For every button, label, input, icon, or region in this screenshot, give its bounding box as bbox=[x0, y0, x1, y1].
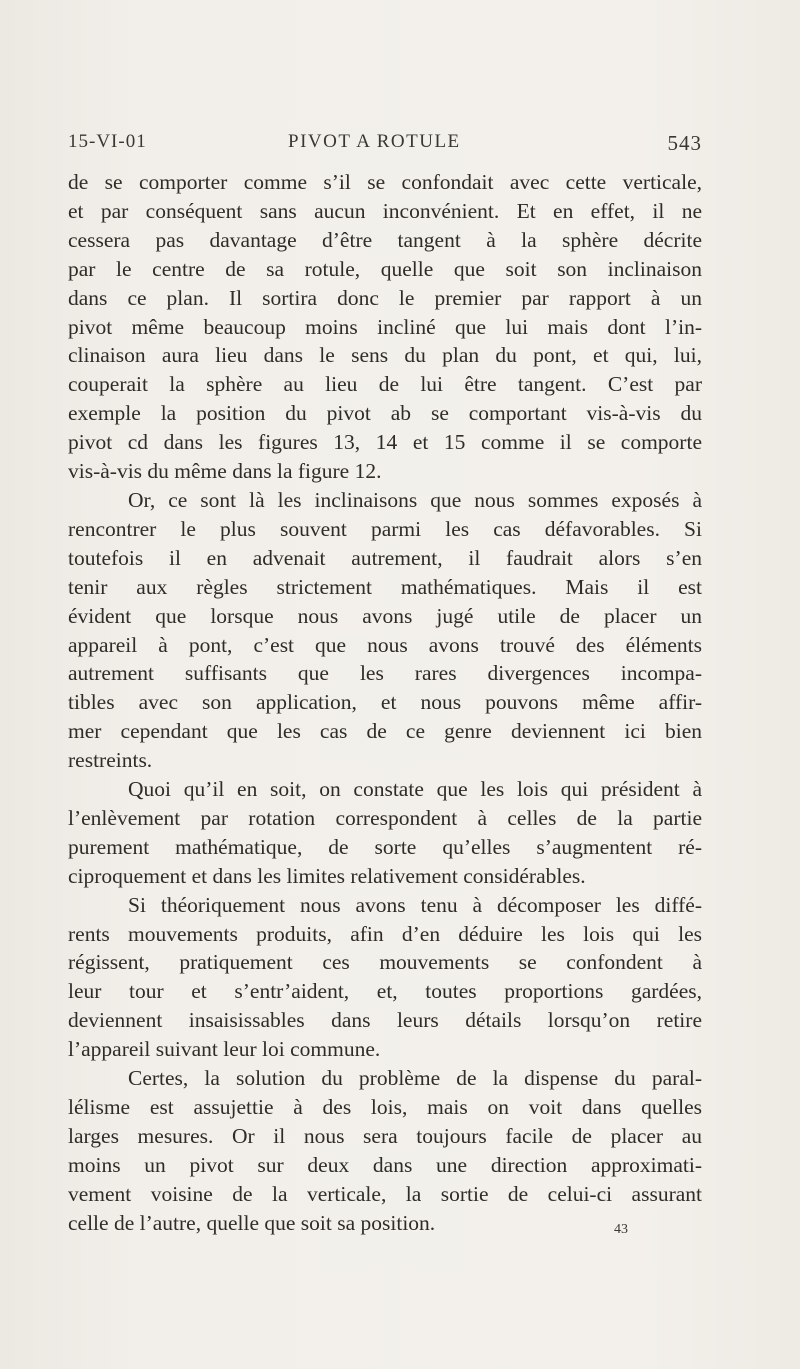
text-line: tibles avec son application, et nous pouvons même affir- bbox=[68, 690, 702, 715]
text-line: pivot même beaucoup moins incliné que lui mais dont l’in- bbox=[68, 314, 702, 339]
paragraph-2 bbox=[68, 486, 702, 775]
text-line: mer cependant que les cas de ce genre deviennent ici bien bbox=[68, 719, 702, 744]
text-line: dans ce plan. Il sortira donc le premier par rapport à un bbox=[68, 285, 702, 310]
text-line: régissent, pratiquement ces mouvements se confondent à bbox=[68, 950, 702, 975]
text-line: Or, ce sont là les inclinaisons que nous sommes exposés à bbox=[128, 487, 702, 512]
text-line: restreints. bbox=[68, 748, 153, 773]
signature-mark: 43 bbox=[614, 1222, 628, 1237]
text-line: de se comporter comme s’il se confondait avec cette verticale, bbox=[68, 170, 702, 194]
text-line: Quoi qu’il en soit, on constate que les lois qui président à bbox=[128, 777, 702, 802]
text-line: cessera pas davantage d’être tangent à la sphère décrite bbox=[68, 227, 702, 252]
paragraph-5 bbox=[68, 1064, 702, 1237]
header-title: PIVOT A ROTULE bbox=[288, 131, 461, 152]
text-line: Certes, la solution du problème de la dispense du paral- bbox=[128, 1066, 702, 1091]
page-number: 543 bbox=[667, 131, 702, 155]
paragraph-3 bbox=[68, 775, 702, 891]
text-line: autrement suffisants que les rares divergences incompa- bbox=[68, 661, 702, 686]
text-line: deviennent insaisissables dans leurs détails lorsqu’on retire bbox=[68, 1008, 702, 1033]
text-line: moins un pivot sur deux dans une direction approximati- bbox=[68, 1152, 702, 1177]
text-line: appareil à pont, c’est que nous avons trouvé des éléments bbox=[68, 632, 702, 657]
text-line: clinaison aura lieu dans le sens du plan du pont, et qui, lui, bbox=[68, 343, 702, 368]
text-line: tenir aux règles strictement mathématiques. Mais il est bbox=[68, 574, 702, 599]
text-line: pivot cd dans les figures 13, 14 et 15 comme il se comporte bbox=[68, 430, 702, 455]
text-line: rencontrer le plus souvent parmi les cas défavorables. Si bbox=[68, 516, 702, 541]
running-head bbox=[68, 131, 702, 161]
text-line: par le centre de sa rotule, quelle que soit son inclinaison bbox=[68, 256, 702, 281]
text-line: vis-à-vis du même dans la figure 12. bbox=[68, 459, 382, 484]
text-line: celle de l’autre, quelle que soit sa position. bbox=[68, 1210, 436, 1235]
text-line: rents mouvements produits, afin d’en déduire les lois qui les bbox=[68, 921, 702, 946]
text-line: ciproquement et dans les limites relativement considérables. bbox=[68, 863, 586, 888]
text-line: toutefois il en advenait autrement, il faudrait alors s’en bbox=[68, 545, 702, 570]
text-line: purement mathématique, de sorte qu’elles s’augmentent ré- bbox=[68, 834, 702, 859]
paragraph-1 bbox=[68, 168, 702, 486]
text-line: évident que lorsque nous avons jugé utile de placer un bbox=[68, 603, 702, 628]
text-line: leur tour et s’entr’aident, et, toutes proportions gardées, bbox=[68, 979, 702, 1004]
text-line: et par conséquent sans aucun inconvénient. Et en effet, il ne bbox=[68, 198, 702, 223]
text-line: exemple la position du pivot ab se comportant vis-à-vis du bbox=[68, 401, 702, 426]
text-line: l’enlèvement par rotation correspondent à celles de la partie bbox=[68, 805, 702, 830]
body-text bbox=[68, 168, 702, 1238]
text-line: couperait la sphère au lieu de lui être tangent. C’est par bbox=[68, 372, 702, 397]
text-line: lélisme est assujettie à des lois, mais on voit dans quelles bbox=[68, 1095, 702, 1119]
paragraph-4 bbox=[68, 891, 702, 1064]
text-line: l’appareil suivant leur loi commune. bbox=[68, 1037, 381, 1062]
text-line: Si théoriquement nous avons tenu à décomposer les diffé- bbox=[128, 892, 702, 917]
text-line: vement voisine de la verticale, la sortie de celui-ci assurant bbox=[68, 1181, 702, 1206]
text-line: larges mesures. Or il nous sera toujours facile de placer au bbox=[68, 1123, 702, 1148]
header-date: 15-VI-01 bbox=[68, 131, 147, 152]
